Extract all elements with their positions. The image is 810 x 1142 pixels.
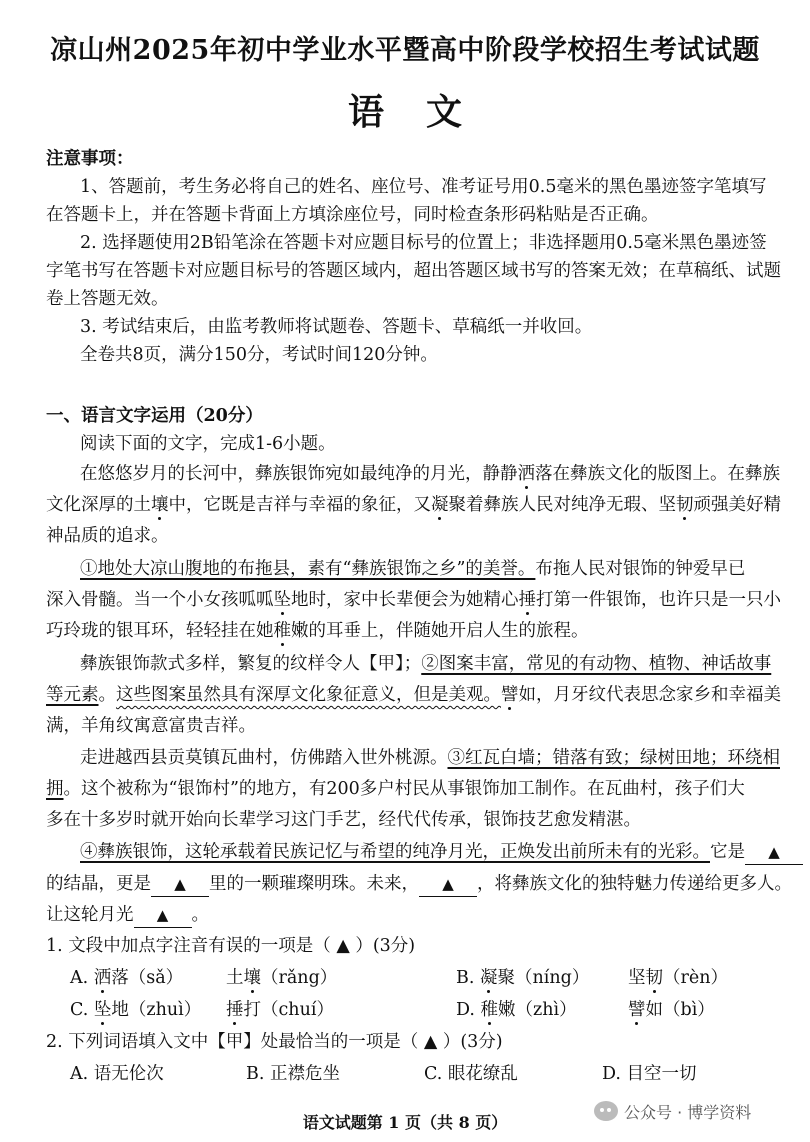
passage-line-6: 巧玲珑的银耳环，轻轻挂在她稚嫩的耳垂上，伴随她开启人生的旅程。: [46, 621, 589, 641]
page-footer: 语文试题第 1 页（共 8 页）: [302, 1113, 508, 1132]
notice-item1-line1: 1、答题前，考生务必将自己的姓名、座位号、准考证号用0.5毫米的黑色墨迹签字笔填写: [80, 177, 767, 197]
subject-title: 语文: [347, 91, 504, 133]
passage-line-7: 彝族银饰款式多样，繁复的纹样令人【甲】；②图案丰富，常见的有动物、植物、神话故事: [80, 654, 772, 674]
passage-line-2: 文化深厚的土壤中，它既是吉祥与幸福的象征，又凝聚着彝族人民对纯净无瑕、坚韧顽强美好精: [46, 495, 781, 515]
dotted-char: 捶: [518, 590, 536, 610]
q1-option-a: A. 洒落（sǎ）: [70, 968, 184, 988]
notice-item2-line3: 卷上答题无效。: [46, 289, 169, 309]
q2-option-a: A. 语无伦次: [70, 1064, 164, 1084]
wechat-icon: [594, 1101, 618, 1121]
notice-item3: 3. 考试结束后，由监考教师将试题卷、答题卡、草稿纸一并收回。: [80, 317, 593, 337]
q2-stem: 2. 下列词语填入文中【甲】处最恰当的一项是（ ▲ ）(3分): [46, 1032, 503, 1052]
wavy-sentence: 这些图案虽然具有深厚文化象征意义，但是美观。: [116, 685, 501, 705]
passage-line-10: 走进越西县贡莫镇瓦曲村，仿佛踏入世外桃源。③红瓦白墙；错落有致；绿树田地；环绕相: [80, 748, 780, 768]
dotted-char: 壤: [151, 495, 169, 515]
passage-line-8: 等元素。这些图案虽然具有深厚文化象征意义，但是美观。譬如，月牙纹代表思念家乡和幸福美: [46, 685, 781, 705]
dotted-char: 洒: [517, 464, 535, 484]
passage-line-1: 在悠悠岁月的长河中，彝族银饰宛如最纯净的月光，静静洒落在彝族文化的版图上。在彝族: [80, 464, 780, 484]
notice-item2-line2: 字笔书写在答题卡对应题目标号的答题区域内，超出答题区域书写的答案无效；在草稿纸、试题: [46, 261, 781, 281]
q1-option-c-2: 捶打（chuí）: [226, 1000, 334, 1020]
q2-option-c: C. 眼花缭乱: [424, 1064, 518, 1084]
underlined-sentence-3: ③红瓦白墙；错落有致；绿树田地；环绕相: [447, 748, 780, 768]
passage-line-13: ④彝族银饰，这轮承载着民族记忆与希望的纯净月光，正焕发出前所未有的光彩。它是 ▲: [80, 840, 803, 865]
fill-blank: ▲: [419, 872, 477, 897]
dotted-char: 譬: [501, 685, 519, 705]
passage-line-15: 让这轮月光 ▲ 。: [46, 903, 209, 928]
fill-blank: ▲: [134, 903, 192, 928]
passage-line-12: 多在十多岁时就开始向长辈学习这门手艺，经代代传承，银饰技艺愈发精湛。: [46, 810, 641, 830]
passage-line-5: 深入骨髓。当一个小女孩呱呱坠地时，家中长辈便会为她精心捶打第一件银饰，也许只是一只小: [46, 590, 781, 610]
q1-option-d: D. 稚嫩（zhì）: [456, 1000, 577, 1020]
notice-total: 全卷共8页，满分150分，考试时间120分钟。: [80, 345, 438, 365]
dotted-char: 坠: [273, 590, 291, 610]
section1-intro: 阅读下面的文字，完成1-6小题。: [80, 434, 336, 454]
q1-option-c: C. 坠地（zhuì）: [70, 1000, 202, 1020]
passage-line-3: 神品质的追求。: [46, 526, 169, 546]
q2-option-d: D. 目空一切: [602, 1064, 697, 1084]
underlined-sentence-1: ①地处大凉山腹地的布拖县，素有“彝族银饰之乡”的美誉。: [80, 559, 536, 579]
notice-item1-line2: 在答题卡上，并在答题卡背面上方填涂座位号，同时检查条形码粘贴是否正确。: [46, 205, 659, 225]
passage-line-4: ①地处大凉山腹地的布拖县，素有“彝族银饰之乡”的美誉。布拖人民对银饰的钟爱早已: [80, 559, 746, 579]
underlined-sentence-4: ④彝族银饰，这轮承载着民族记忆与希望的纯净月光，正焕发出前所未有的光彩。: [80, 842, 710, 862]
dotted-char: 稚: [273, 621, 291, 641]
passage-line-9: 满，羊角纹寓意富贵吉祥。: [46, 716, 256, 736]
fill-blank: ▲: [151, 872, 209, 897]
q2-option-b: B. 正襟危坐: [246, 1064, 340, 1084]
notice-heading: 注意事项：: [46, 149, 134, 169]
notice-item2-line1: 2. 选择题使用2B铅笔涂在答题卡对应题目标号的位置上；非选择题用0.5毫米黑色墨迹签: [80, 233, 767, 253]
passage-line-11: 拥。这个被称为“银饰村”的地方，有200多户村民从事银饰加工制作。在瓦曲村，孩子们大: [46, 779, 745, 799]
q1-stem: 1. 文段中加点字注音有误的一项是（ ▲ ）(3分): [46, 936, 416, 956]
watermark: [594, 1098, 799, 1124]
underlined-sentence-2: ②图案丰富，常见的有动物、植物、神话故事: [421, 654, 772, 674]
fill-blank: ▲: [745, 840, 803, 865]
dotted-char: 凝: [431, 495, 449, 515]
exam-title: 凉山州2025年初中学业水平暨高中阶段学校招生考试试题: [50, 35, 760, 66]
q1-option-b: B. 凝聚（níng）: [456, 968, 590, 988]
q1-option-b-2: 坚韧（rèn）: [628, 968, 728, 988]
watermark-text: 公众号 · 博学资料: [624, 1102, 752, 1122]
passage-line-14: 的结晶，更是 ▲ 里的一颗璀璨明珠。未来， ▲ ，将彝族文化的独特魅力传递给更多人。: [46, 872, 792, 897]
q1-option-a-2: 土壤（rǎng）: [226, 968, 338, 988]
dotted-char: 韧: [676, 495, 694, 515]
section1-heading: 一、语言文字运用（20分）: [46, 406, 263, 426]
q1-option-d-2: 譬如（bì）: [628, 1000, 715, 1020]
